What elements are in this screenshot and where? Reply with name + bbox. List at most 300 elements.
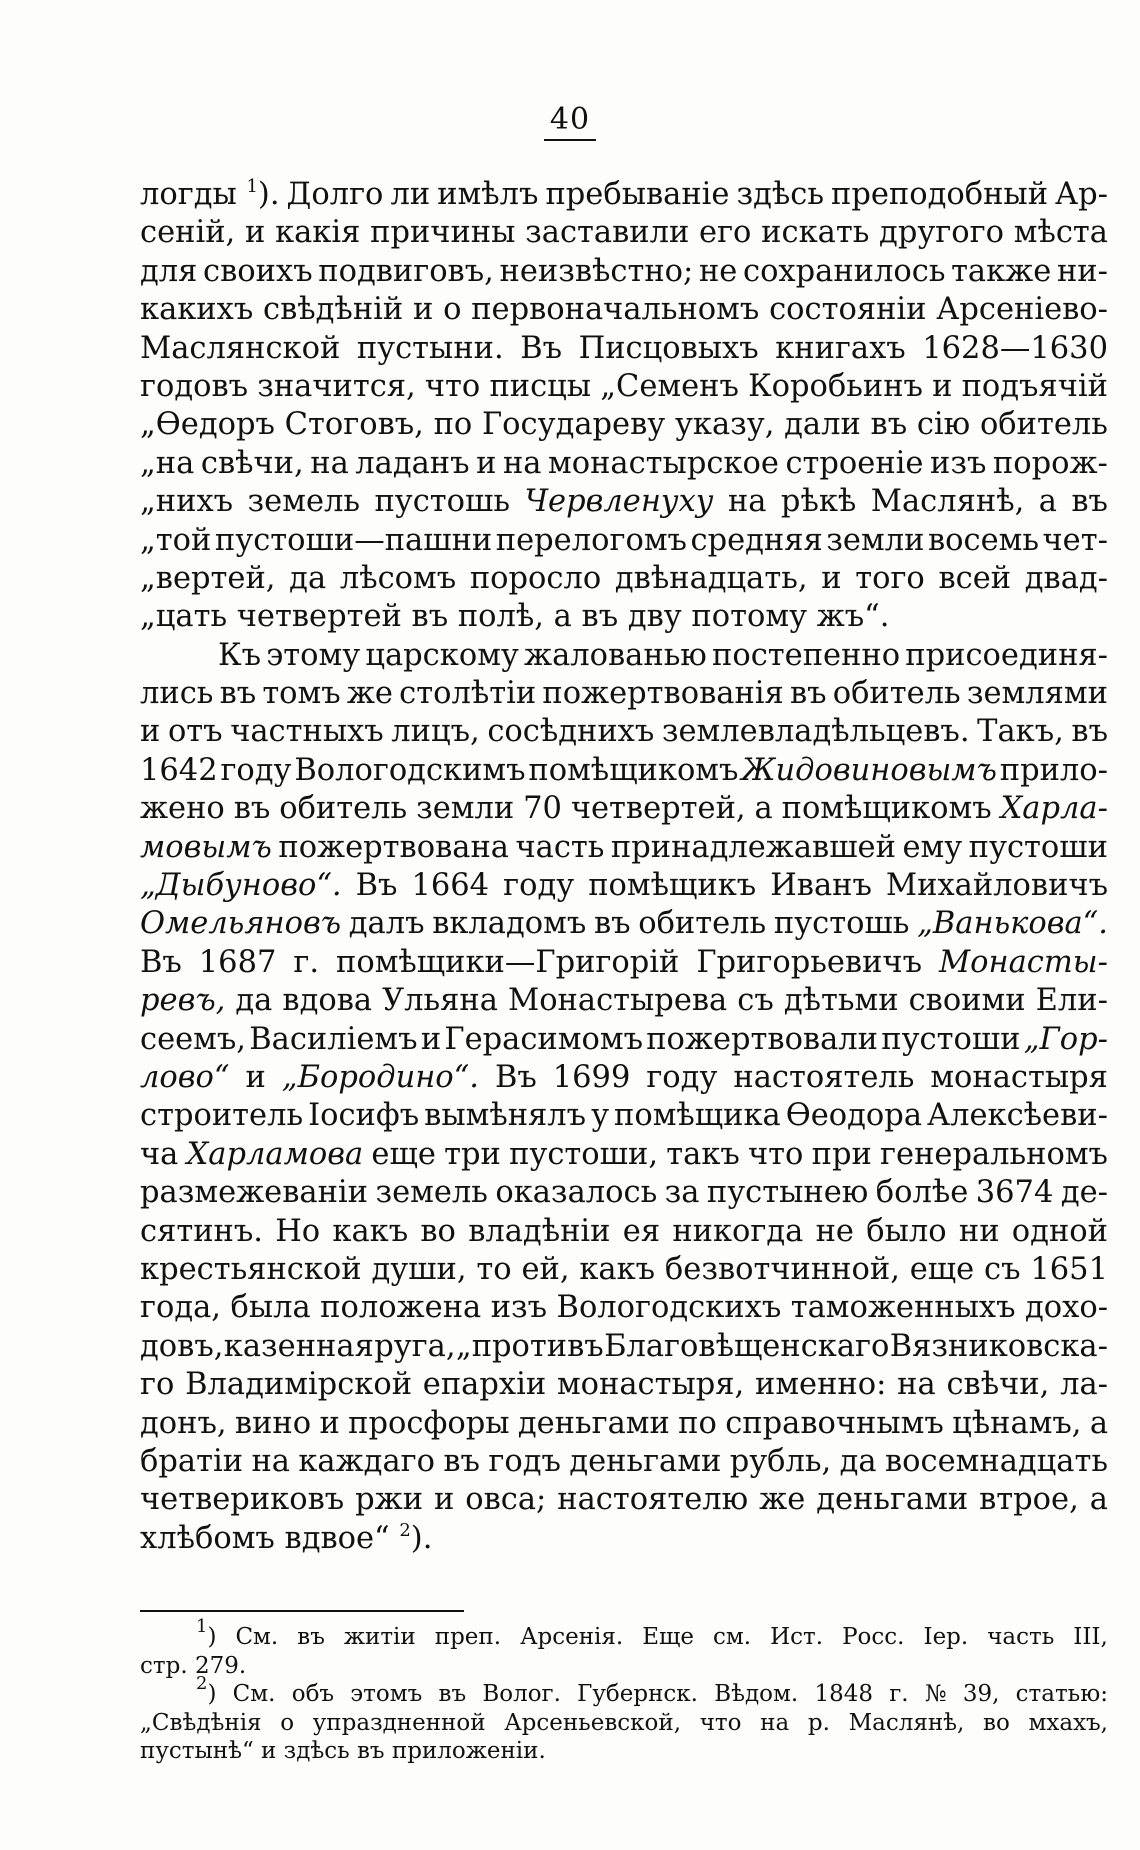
- text-line: [140, 445, 1108, 483]
- word: столѣтіи: [399, 676, 537, 712]
- word-group: [1030, 1251, 1108, 1289]
- word-group: [140, 905, 341, 943]
- word: лись: [140, 676, 214, 712]
- word-group: [282, 1059, 479, 1097]
- word: деньгами: [517, 1405, 670, 1441]
- main-text: [140, 176, 1108, 1558]
- word: лѣсомъ: [339, 560, 457, 596]
- word: его: [699, 215, 752, 251]
- word: упраздненной: [312, 1709, 486, 1736]
- word: помѣщикомъ: [528, 752, 739, 788]
- word: сосѣднихъ: [487, 714, 655, 750]
- word-group: [548, 445, 779, 483]
- word-group: [344, 1623, 416, 1652]
- word-group: [579, 330, 759, 368]
- word: а: [1038, 484, 1057, 520]
- word: владѣніи: [468, 1213, 611, 1249]
- word-group: [140, 1289, 221, 1327]
- word-group: [140, 752, 218, 790]
- word-group: [714, 1680, 798, 1709]
- word-group: [528, 752, 738, 790]
- word-group: [600, 368, 739, 406]
- word-group: [520, 1623, 623, 1652]
- word-group: [615, 560, 808, 598]
- footnote-marker: 1: [246, 176, 258, 197]
- word-group: [728, 483, 767, 521]
- word: четвертей,: [570, 791, 746, 827]
- word: 1687: [198, 944, 277, 980]
- word-group: [1071, 713, 1108, 751]
- word-group: [871, 406, 908, 444]
- word: просфоры: [348, 1405, 510, 1441]
- word-group: [289, 560, 326, 598]
- word-group: [782, 790, 992, 828]
- word: Герасимомъ: [444, 1021, 643, 1057]
- word-group: [831, 176, 1048, 214]
- word: лицъ,: [391, 714, 480, 750]
- word: здѣсь: [736, 177, 824, 212]
- word: еще: [371, 1136, 436, 1172]
- word: 39,: [962, 1681, 1000, 1707]
- word-group: [1090, 1405, 1108, 1443]
- word: и: [433, 1482, 455, 1518]
- word: также: [951, 253, 1052, 289]
- text-line: [140, 214, 1108, 252]
- word-group: [769, 291, 926, 329]
- italic-name: Червленуху: [524, 484, 714, 520]
- word: на: [760, 1709, 790, 1736]
- word-group: [235, 982, 272, 1020]
- word-group: [1073, 1623, 1108, 1652]
- word-group: [390, 176, 430, 214]
- word: „цать четвертей въ полѣ, а въ дву потому жъ“.: [140, 599, 890, 635]
- word-group: [524, 637, 707, 675]
- word-group: [952, 1405, 1081, 1443]
- word: См.: [232, 1681, 276, 1707]
- word: подвиговъ,: [318, 253, 494, 289]
- word: Въ: [520, 330, 563, 366]
- word-group: [902, 829, 962, 867]
- word: у: [591, 1098, 610, 1134]
- word-group: [816, 1481, 968, 1519]
- word: изъ: [490, 1290, 548, 1326]
- word-group: [1071, 483, 1108, 521]
- text-line: [140, 330, 1108, 368]
- word: ни: [958, 1213, 1000, 1249]
- word: году: [503, 868, 575, 904]
- word: вино: [234, 1405, 312, 1441]
- word: каждаго: [298, 1443, 435, 1479]
- word: преп.: [434, 1624, 502, 1650]
- word-group: [347, 675, 393, 713]
- word: Владимірской: [185, 1367, 413, 1403]
- word: была: [230, 1290, 311, 1326]
- word: прило-: [999, 752, 1108, 788]
- word-group: [234, 790, 271, 828]
- word-group: [308, 1097, 419, 1135]
- word-group: [416, 790, 514, 828]
- word: подъячій: [961, 368, 1108, 404]
- text-line: [140, 944, 1108, 982]
- word-group: [168, 713, 223, 751]
- word: Но: [275, 1213, 321, 1249]
- word-group: [1057, 253, 1108, 291]
- word: 1699: [552, 1059, 631, 1095]
- word-group: [821, 560, 841, 598]
- word-group: [1025, 560, 1108, 598]
- word: то: [476, 1251, 512, 1287]
- word: пожертвованія: [542, 676, 784, 712]
- word: ему: [902, 829, 963, 865]
- word-group: [411, 867, 489, 905]
- word-group: [743, 253, 945, 291]
- word-group: [842, 1623, 904, 1652]
- word-group: [439, 1680, 467, 1709]
- word: по: [433, 407, 473, 443]
- word-group: [292, 1680, 334, 1709]
- italic-name: лово“: [140, 1059, 230, 1095]
- word-group: [185, 1366, 412, 1404]
- word-group: [140, 1059, 230, 1097]
- word: да: [839, 1443, 877, 1479]
- word-group: [187, 1136, 364, 1174]
- word: и: [319, 1405, 340, 1441]
- word-group: [374, 1328, 455, 1366]
- word-group: [382, 982, 498, 1020]
- word-group: [1060, 1366, 1108, 1404]
- word-group: [140, 1737, 546, 1766]
- word: пребываніе: [545, 177, 730, 212]
- word-group: [594, 905, 631, 943]
- word-group: [520, 330, 562, 368]
- word: Ульяна: [382, 983, 498, 1019]
- word: изъ: [930, 445, 987, 481]
- word: свѣчи,: [200, 445, 304, 481]
- word: присоединя-: [905, 637, 1108, 673]
- word: Григорьевичъ: [696, 944, 922, 980]
- word-group: [349, 905, 425, 943]
- italic-name: мовымъ: [140, 829, 272, 865]
- word: ли: [390, 177, 431, 212]
- word: деньгами: [569, 1443, 722, 1479]
- word: пустоши,: [509, 1136, 659, 1172]
- word: что: [699, 1709, 742, 1736]
- word-group: [230, 1289, 310, 1327]
- word-group: [755, 1366, 886, 1404]
- word: житіи: [343, 1624, 416, 1650]
- word: ).: [410, 1520, 433, 1556]
- word-group: [666, 1136, 740, 1174]
- text-line: [140, 1021, 1108, 1059]
- word-group: [936, 291, 1108, 329]
- word: помѣщикъ: [588, 868, 757, 904]
- word-group: [879, 214, 1004, 252]
- text-line: [140, 1059, 1108, 1097]
- word: пустынею: [706, 1175, 869, 1211]
- word-group: [523, 790, 562, 828]
- word: царскому: [365, 637, 519, 673]
- word-group: [812, 1136, 872, 1174]
- text-line: [140, 598, 1108, 636]
- word: году: [220, 752, 292, 788]
- word-group: [678, 1405, 717, 1443]
- word: за: [664, 1175, 700, 1211]
- word-group: [201, 445, 304, 483]
- word-group: [278, 829, 509, 867]
- word-group: [840, 1443, 877, 1481]
- word-group: [886, 867, 1108, 905]
- word: объ: [291, 1681, 335, 1707]
- word-group: [140, 1251, 362, 1289]
- word: въ: [219, 676, 257, 712]
- word-group: [350, 1680, 422, 1709]
- word: далъ: [348, 906, 425, 942]
- word-group: [897, 1366, 936, 1404]
- word: для: [140, 253, 198, 289]
- word: вымѣнялъ: [424, 1098, 587, 1134]
- word: Алексѣеви-: [927, 1098, 1108, 1134]
- word-group: [499, 253, 693, 291]
- word-group: [696, 944, 922, 982]
- word: настоятель: [733, 1059, 915, 1095]
- italic-name: Монасты-: [938, 944, 1108, 980]
- text-line: [140, 291, 1108, 329]
- word-group: [880, 1136, 1108, 1174]
- word: часть: [515, 829, 605, 865]
- word-group: [946, 1366, 1049, 1404]
- word-group: [476, 1251, 511, 1289]
- word: довъ,: [140, 1328, 224, 1364]
- word: монастырское: [548, 445, 779, 481]
- word-group: [930, 445, 986, 483]
- footnote-line: [140, 1709, 1108, 1738]
- word: Губернск.: [577, 1681, 698, 1707]
- word-group: [319, 1405, 339, 1443]
- word-group: [471, 291, 759, 329]
- text-line: [140, 905, 1108, 943]
- italic-name: „Ванькова“.: [917, 906, 1108, 942]
- word: справочнымъ: [725, 1405, 944, 1441]
- word: что: [748, 1136, 804, 1172]
- word: земель: [247, 484, 360, 520]
- word: сеемъ,: [140, 1021, 247, 1057]
- word-group: [1024, 1021, 1108, 1059]
- word-group: [1012, 1213, 1108, 1251]
- word: г.: [889, 1681, 909, 1707]
- word: частныхъ: [230, 714, 384, 750]
- word-group: [699, 253, 737, 291]
- word: одной: [1011, 1213, 1108, 1249]
- word: чет-: [1042, 522, 1108, 558]
- word-group: [525, 214, 689, 252]
- word-group: [413, 291, 433, 329]
- word: 1664: [411, 868, 490, 904]
- word-group: [983, 1709, 1010, 1738]
- word-group: [370, 214, 515, 252]
- word: съ: [737, 983, 774, 1019]
- word-group: [1000, 752, 1108, 790]
- word-group: [313, 1709, 486, 1738]
- word: принадлежавшей: [610, 829, 896, 865]
- word-group: [355, 445, 469, 483]
- text-line: [140, 752, 1108, 790]
- word-group: [262, 675, 340, 713]
- word-group: [503, 445, 542, 483]
- word-group: [646, 1059, 717, 1097]
- word-group: [927, 1097, 1108, 1135]
- word-group: [557, 1289, 782, 1327]
- word-group: [784, 982, 899, 1020]
- word-group: [707, 1174, 868, 1212]
- word-group: [557, 1481, 748, 1519]
- word: писцы: [489, 368, 592, 404]
- word-group: [963, 1680, 1000, 1709]
- word-group: [437, 176, 538, 214]
- word: См.: [235, 1624, 279, 1650]
- word: а: [1089, 1482, 1108, 1518]
- word-group: [293, 944, 319, 982]
- word-group: [371, 1136, 435, 1174]
- word: дали: [784, 407, 861, 443]
- word-group: [917, 905, 1108, 943]
- word-group: [642, 1623, 694, 1652]
- word: всей: [938, 560, 1012, 596]
- word-group: [923, 1623, 968, 1652]
- word: №: [924, 1681, 947, 1707]
- word-group: [760, 1709, 789, 1738]
- word-group: [928, 522, 1039, 560]
- word-group: [579, 1251, 655, 1289]
- word-group: [604, 1328, 889, 1366]
- word-group: [233, 1680, 276, 1709]
- word: жено: [140, 791, 225, 827]
- word: обитель: [638, 906, 767, 942]
- word-group: [421, 1021, 441, 1059]
- word-group: [263, 291, 403, 329]
- text-line: [140, 1174, 1108, 1212]
- word-group: [545, 176, 729, 214]
- text-line: [140, 522, 1108, 560]
- word: помѣщикомъ: [781, 791, 992, 827]
- word: пустынѣ“ и здѣсь въ приложеніи.: [140, 1738, 546, 1764]
- word-group: [611, 829, 896, 867]
- word-group: [482, 406, 665, 444]
- word-group: [521, 1251, 569, 1289]
- word-group: [434, 1481, 454, 1519]
- word-group: [959, 1213, 1000, 1251]
- word: Въ: [494, 1059, 537, 1095]
- word: и: [932, 368, 953, 404]
- word: обитель: [979, 407, 1108, 443]
- word-group: [977, 713, 1064, 751]
- text-line: [140, 1481, 1108, 1519]
- word: Къ: [218, 637, 262, 673]
- word-group: [435, 1623, 501, 1652]
- word-group: [614, 1097, 781, 1135]
- word: Іер.: [923, 1624, 969, 1650]
- text-line: [140, 560, 1108, 598]
- word-group: [298, 1443, 435, 1481]
- word: Монастырева: [507, 983, 728, 1019]
- word-group: [849, 1709, 965, 1738]
- word: какихъ: [140, 292, 254, 328]
- word-group: [866, 1213, 946, 1251]
- word: и: [140, 714, 161, 750]
- word-group: [504, 1709, 681, 1738]
- italic-name: Харламова: [186, 1136, 364, 1172]
- word: состояніи: [769, 292, 927, 328]
- word-group: [487, 713, 654, 751]
- word: а: [754, 791, 773, 827]
- word: „нихъ: [140, 484, 234, 520]
- word: размежеваніи: [140, 1175, 368, 1211]
- word: см.: [713, 1624, 752, 1650]
- page-number-text: 40: [544, 102, 596, 141]
- word: на: [727, 484, 767, 520]
- word-group: [275, 214, 360, 252]
- italic-name: „Гор-: [1023, 1021, 1108, 1057]
- word-group: [509, 1136, 658, 1174]
- word-group: [889, 1680, 908, 1709]
- word: и: [476, 445, 497, 481]
- word: ржи: [355, 1482, 424, 1518]
- word: искать: [761, 215, 870, 251]
- word-group: [140, 1481, 344, 1519]
- word-group: [235, 1405, 311, 1443]
- word: пожертвована: [278, 829, 509, 865]
- word: Въ: [355, 868, 398, 904]
- word-group: [245, 1059, 265, 1097]
- word-group: [786, 1097, 922, 1135]
- word: томъ: [262, 676, 341, 712]
- word: 1642: [140, 752, 218, 788]
- text-line: [140, 790, 1108, 828]
- word-group: [675, 406, 774, 444]
- word: средняя: [690, 522, 823, 558]
- word: де-: [1060, 1175, 1108, 1211]
- word: Вязниковска-: [889, 1328, 1108, 1364]
- word-group: [140, 1174, 368, 1212]
- word-group: [310, 445, 349, 483]
- word: дохо-: [1024, 1290, 1108, 1326]
- word: настоятелю: [557, 1482, 749, 1518]
- word-group: [785, 445, 923, 483]
- word: имѣлъ: [437, 177, 539, 212]
- word-group: [993, 445, 1108, 483]
- word-group: [855, 560, 925, 598]
- word: статью:: [1015, 1681, 1108, 1707]
- word-group: [280, 1709, 294, 1738]
- footnote-marker: 2: [196, 1673, 208, 1694]
- word: этому: [266, 637, 361, 673]
- word-group: [287, 176, 384, 214]
- text-line: [140, 1213, 1108, 1251]
- word-group: [220, 675, 257, 713]
- word-group: [770, 867, 872, 905]
- word: Писцовыхъ: [578, 330, 759, 366]
- word: Коробьинъ: [748, 368, 923, 404]
- word-group: [374, 483, 510, 521]
- word: три: [444, 1136, 501, 1172]
- word-group: [969, 829, 1108, 867]
- word: Михайловичъ: [885, 868, 1108, 904]
- word-group: [470, 560, 601, 598]
- word: „Өедоръ: [140, 407, 275, 443]
- word-group: [1001, 790, 1108, 828]
- word-group: [491, 1289, 547, 1327]
- word-group: [140, 253, 197, 291]
- word: въ: [789, 676, 827, 712]
